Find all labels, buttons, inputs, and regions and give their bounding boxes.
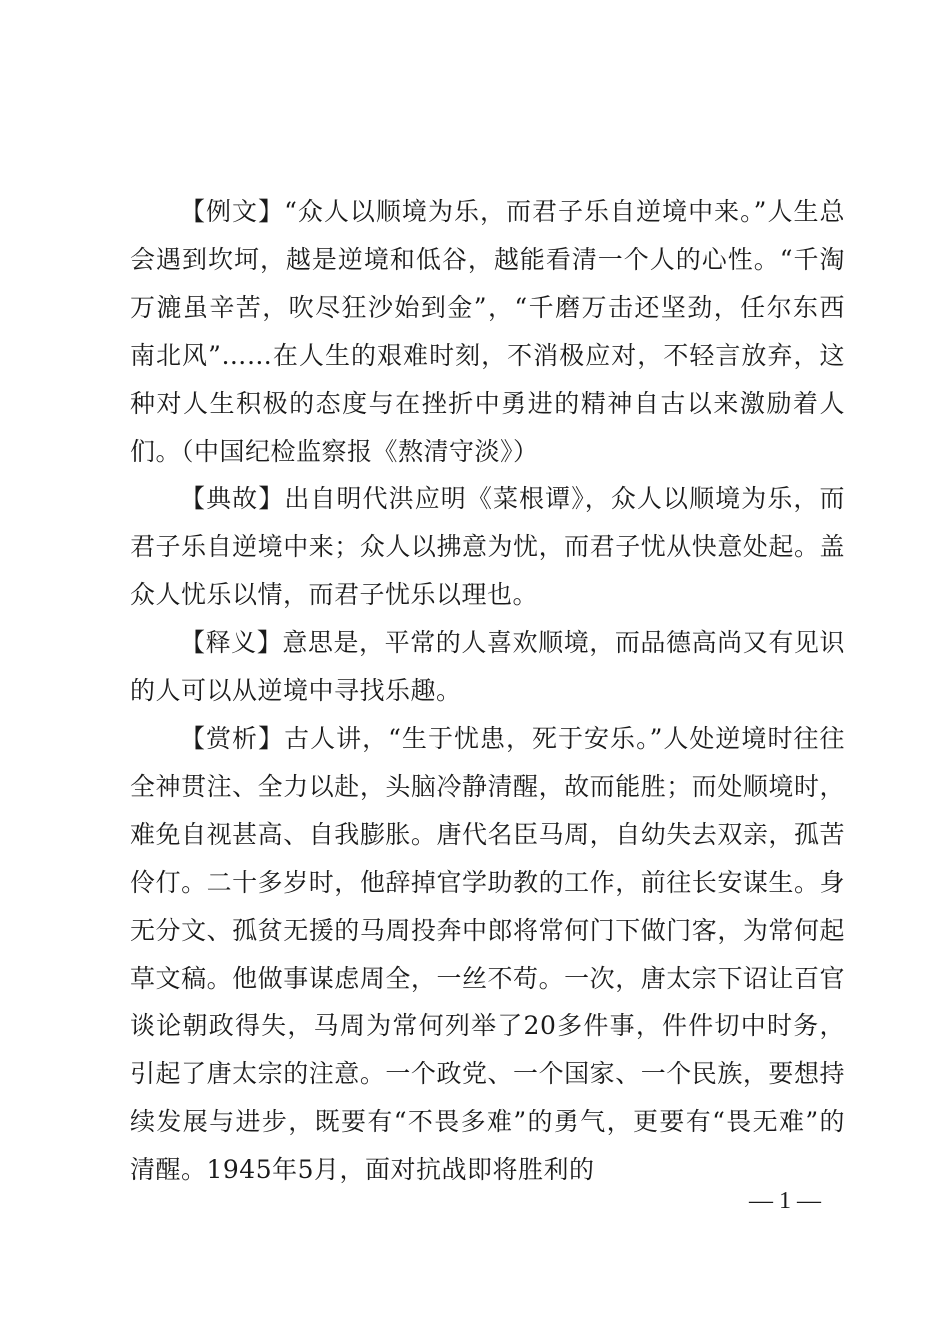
page-number: — 1 — xyxy=(749,1188,821,1214)
paragraph-appreciation: 【赏析】古人讲，“生于忧患，死于安乐。”人处逆境时往往全神贯注、全力以赴，头脑冷静清醒，故而能胜；而处顺境时，难免自视甚高、自我膨胀。唐代名臣马周，自幼失去双亲，孤苦伶仃。二十多岁时，他辞掉官学助教的工作，前往长安谋生。身无分文、孤贫无援的马周投奔中郎将常何门下做门客，为常何起草文稿。他做事谋虑周全，一丝不苟。一次，唐太宗下诏让百官谈论朝政得失，马周为常何列举了20多件事，件件切中时务，引起了唐太宗的注意。一个政党、一个国家、一个民族，要想持续发展与进步，既要有“不畏多难”的勇气，更要有“畏无难”的清醒。1945年5月，面对抗战即将胜利的 xyxy=(130,723,845,1185)
paragraph-allusion: 【典故】出自明代洪应明《菜根谭》，众人以顺境为乐，而君子乐自逆境中来；众人以拂意为忧，而君子忧从快意处起。盖众人忧乐以情，而君子忧乐以理也。 xyxy=(130,484,845,610)
paragraph-interpretation: 【释义】意思是，平常的人喜欢顺境，而品德高尚又有见识的人可以从逆境中寻找乐趣。 xyxy=(130,628,845,706)
document-body xyxy=(130,188,845,1194)
paragraph-example: 【例文】“众人以顺境为乐，而君子乐自逆境中来。”人生总会遇到坎坷，越是逆境和低谷，越能看清一个人的心性。“千淘万漉虽辛苦，吹尽狂沙始到金”，“千磨万击还坚劲，任尔东西南北风”……在人生的艰难时刻，不消极应对，不轻言放弃，这种对人生积极的态度与在挫折中勇进的精神自古以来激励着人们。（中国纪检监察报《熬清守淡》） xyxy=(130,197,845,466)
